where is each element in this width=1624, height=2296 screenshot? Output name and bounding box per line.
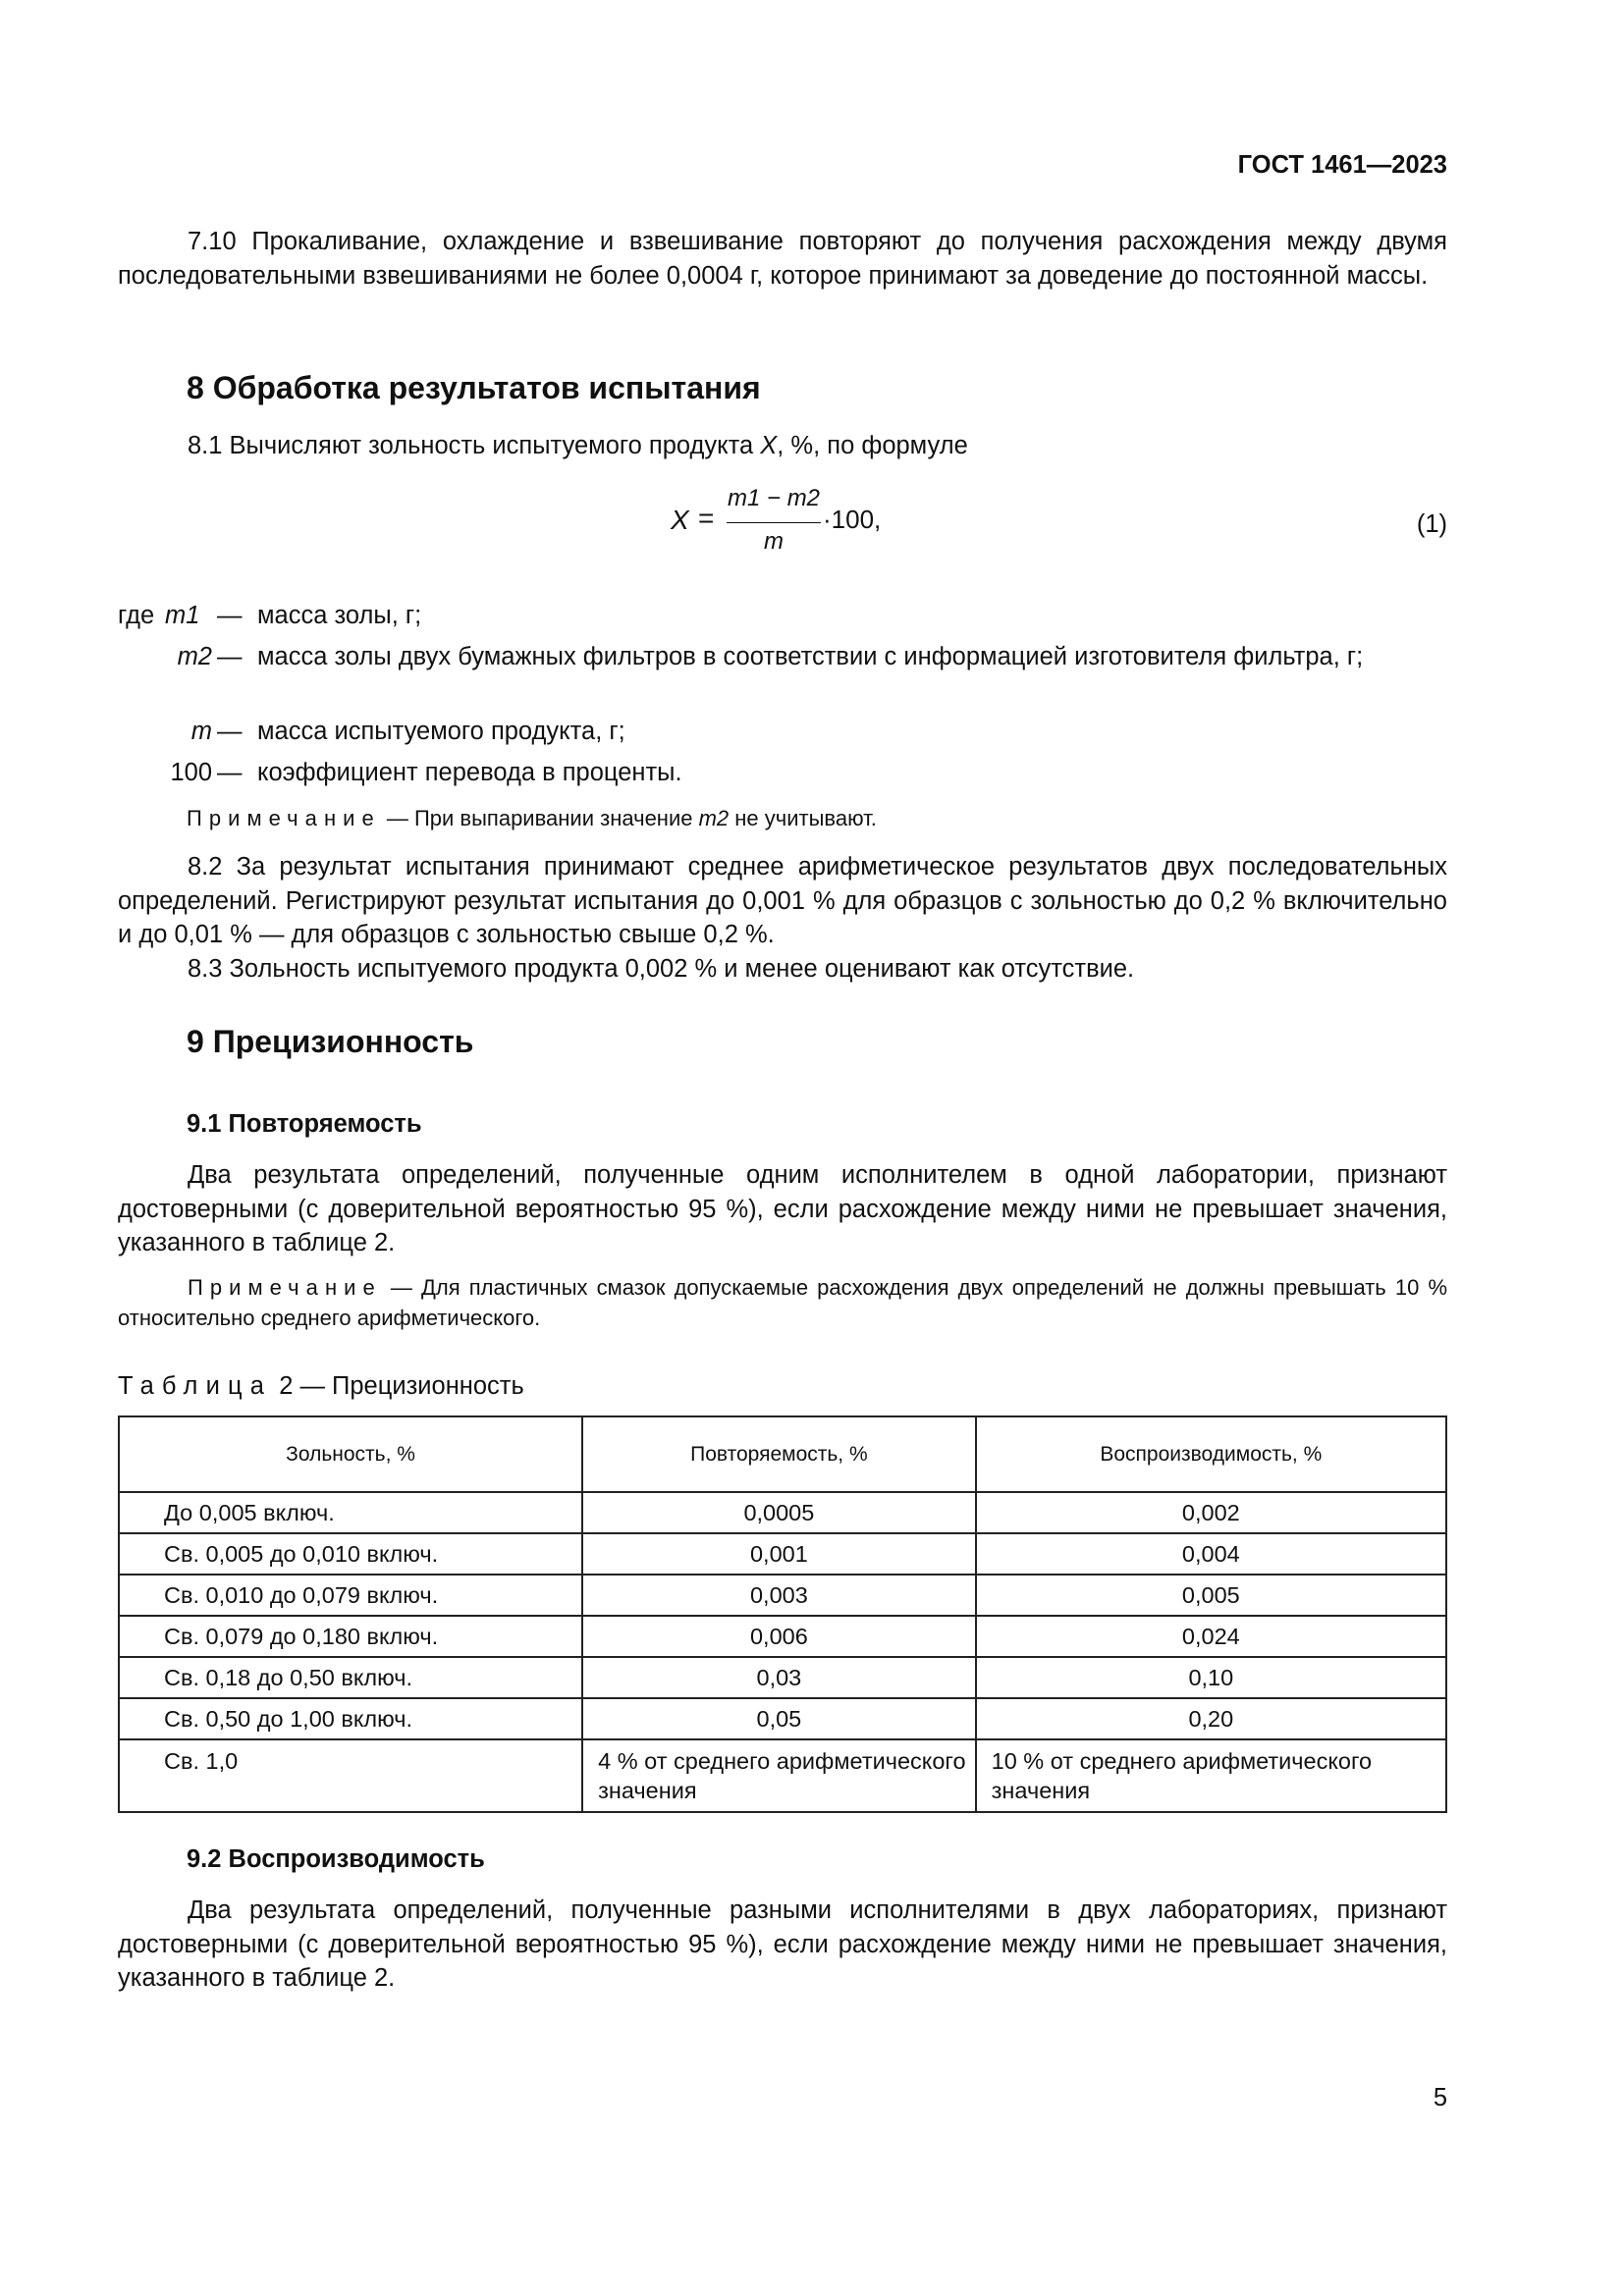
formula-lhs: X: [671, 505, 689, 535]
formula-factor: ·100,: [823, 505, 882, 534]
note-9: Примечание — Для пластичных смазок допускаемые расхождения двух определений не должны превышать 10 % относительно среднего арифметического.: [118, 1275, 1447, 1330]
paragraph-9-2: Два результата определений, полученные разными исполнителями в двух лабораториях, признают достоверными (с доверительной вероятностью 95 %), если расхождение между ними не превышает значения, указанного в таблице 2.: [118, 1896, 1447, 1992]
section-9-title: 9 Прецизионность: [187, 1024, 474, 1059]
document-id: ГОСТ 1461—2023: [1237, 151, 1447, 179]
table-row: Св. 0,005 до 0,010 включ. 0,001 0,004: [119, 1533, 1446, 1575]
col-header-repeatability: Повторяемость, %: [582, 1416, 976, 1492]
legend-row-m2: m2 — масса золы двух бумажных фильтров в соответствии с информацией изготовителя фильтра, г;: [177, 643, 1364, 670]
table-row: Св. 0,010 до 0,079 включ. 0,003 0,005: [119, 1575, 1446, 1616]
legend-row-100: 100 — коэффициент перевода в проценты.: [170, 759, 682, 786]
formula-number: (1): [1416, 510, 1447, 538]
precision-table: [118, 1415, 1447, 1813]
paragraph-8-3: 8.3 Зольность испытуемого продукта 0,002 % и менее оценивают как отсутствие.: [188, 955, 1135, 983]
col-header-reproducibility: Воспроизводимость, %: [976, 1416, 1446, 1492]
paragraph-9-1: Два результата определений, полученные одним исполнителем в одной лаборатории, признают достоверными (с доверительной вероятностью 95 %), если расхождение между ними не превышает значения, указанного в таблице 2.: [118, 1161, 1447, 1256]
page-number: 5: [1433, 2084, 1447, 2111]
table-row: Св. 0,50 до 1,00 включ. 0,05 0,20: [119, 1698, 1446, 1739]
fraction-bar: [727, 522, 821, 523]
paragraph-8-2: 8.2 За результат испытания принимают среднее арифметическое результатов двух последовательных определений. Регистрируют результат испытания до 0,001 % для образцов с зольностью до 0,2 % включительно и до 0,01 % — для образцов с зольностью свыше 0,2 %.: [118, 853, 1447, 948]
subsection-9-2-title: 9.2 Воспроизводимость: [187, 1845, 485, 1873]
formula-numerator: m1 − m2: [728, 485, 821, 511]
legend-row-m: m — масса испытуемого продукта, г;: [190, 718, 625, 745]
table-row: До 0,005 включ. 0,0005 0,002: [119, 1492, 1446, 1533]
table-row: Св. 0,18 до 0,50 включ. 0,03 0,10: [119, 1657, 1446, 1698]
note-8: Примечание — При выпаривании значение m2 не учитывают.: [187, 806, 877, 830]
formula-1: [671, 485, 906, 567]
formula-equals: =: [698, 503, 715, 533]
table-header-row: [119, 1416, 1446, 1492]
col-header-ash: Зольность, %: [119, 1416, 582, 1492]
table-caption: Таблица 2 — Прецизионность: [118, 1372, 524, 1400]
legend-row-m1: где m1 — масса золы, г;: [118, 602, 422, 629]
table-row: Св. 0,079 до 0,180 включ. 0,006 0,024: [119, 1616, 1446, 1657]
paragraph-7-10: 7.10 Прокаливание, охлаждение и взвешивание повторяют до получения расхождения между двумя последовательными взвешиваниями не более 0,0004 г, которое принимают за доведение до постоянной массы.: [118, 228, 1447, 290]
paragraph-8-1: 8.1 Вычисляют зольность испытуемого продукта X, %, по формуле: [188, 432, 968, 459]
subsection-9-1-title: 9.1 Повторяемость: [187, 1110, 422, 1138]
section-8-title: 8 Обработка результатов испытания: [187, 370, 761, 405]
formula-denominator: m: [764, 528, 784, 555]
table-row: Св. 1,0 4 % от среднего арифметического значения 10 % от среднего арифметического значения: [119, 1739, 1446, 1812]
